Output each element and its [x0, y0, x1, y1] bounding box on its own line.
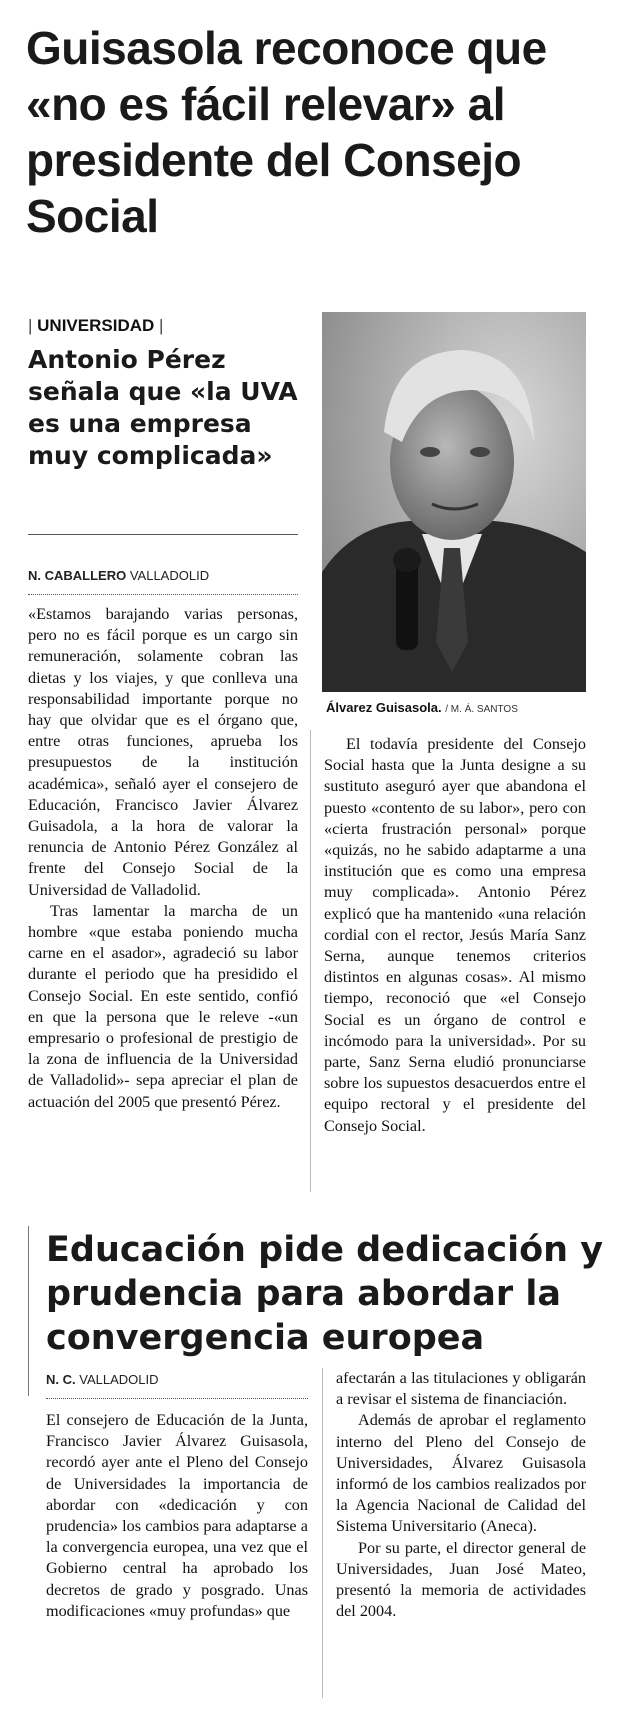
paragraph: Tras lamentar la marcha de un hombre «que estaba poniendo mucha carne en el asador», agradeció su labor durante el periodo que ha presidido el Consejo Social. En este sentido, confió en que la persona que le releve -«un empresario o profesional de prestigio de la zona de influencia de la Universidad de Valladolid»- sepa apreciar el plan de actuación del 2005 que presentó Pérez.: [28, 901, 298, 1111]
article-body-column-1: [28, 604, 298, 1113]
byline-author: N. CABALLERO: [28, 568, 127, 583]
divider: [28, 534, 298, 535]
paragraph: «Estamos barajando varias personas, pero no es fácil porque es un cargo sin remuneración, solamente cobran las dietas y los viajes, y que conlleva una responsabilidad importante porque no hay que olvidar que es el órgano que, entre otras funciones, aprueba los presupuestos de la institución académica», señaló ayer el consejero de Educación, Francisco Javier Álvarez Guisadola, a la hora de valorar la renuncia de Antonio Pérez González al frente del Consejo Social de la Universidad de Valladolid.: [28, 605, 298, 899]
article-headline: Educación pide dedicación y prudencia para abordar la convergencia europea: [46, 1230, 604, 1358]
article-subheadline: Antonio Pérez señala que «la UVA es una empresa muy complicada»: [28, 345, 298, 470]
article-body-column-2: [336, 1368, 586, 1622]
portrait-image: [322, 312, 586, 692]
byline-location: VALLADOLID: [129, 568, 210, 583]
article-body-column-1: [46, 1410, 308, 1622]
byline-author: N. C.: [46, 1372, 76, 1387]
byline-location: VALLADOLID: [79, 1372, 159, 1387]
divider: [28, 594, 298, 595]
photo-credit: / M. Á. SANTOS: [445, 704, 518, 715]
photo-alvarez-guisasola: [322, 312, 586, 692]
paragraph: Además de aprobar el reglamento interno del Pleno del Consejo de Universidades, Álvarez Guisasola informó de los cambios realizados por la Agencia Nacional de Calidad del Sistema Universitario (Aneca).: [336, 1411, 586, 1536]
headline-side-rule: [28, 1226, 29, 1396]
paragraph: afectarán a las titulaciones y obligarán a revisar el sistema de financiación.: [336, 1369, 586, 1409]
paragraph: El consejero de Educación de la Junta, Francisco Javier Álvarez Guisasola, recordó ayer ante el Pleno del Consejo de Universidades la importancia de abordar con «dedicación y con prudencia» los cambios para adaptarse a la convergencia europea, una vez que el Gobierno central ha aprobado los decretos de grado y posgrado. Unas modificaciones «muy profundas» que: [46, 1411, 308, 1620]
paragraph: Por su parte, el director general de Universidades, Juan José Mateo, presentó la memoria de actividades del 2004.: [336, 1538, 586, 1621]
column-divider: [310, 730, 311, 1192]
caption-text: Álvarez Guisasola.: [326, 700, 442, 715]
photo-caption: [326, 700, 586, 715]
divider: [46, 1398, 308, 1399]
article-body-column-2: [324, 734, 586, 1137]
paragraph: El todavía presidente del Consejo Social hasta que la Junta designe a su sustituto aseguró ayer que abandona el puesto «contento de su labor», pero con «cierta frustración personal» porque «quizás, no he sabido adaptarme a una institución que es como una empresa muy complicada». Antonio Pérez explicó que ha mantenido «una relación cordial con el rector, Jesús María Sanz Serna, aunque tenemos criterios distintos en algunas cosas». Al mismo tiempo, reconoció que «el Consejo Social es un órgano de control e incómodo para la universidad». Por su parte, Sanz Serna eludió pronunciarse sobre los supuestos desacuerdos entre el equipo rectoral y el presidente del Consejo Social.: [324, 735, 586, 1135]
column-divider: [322, 1368, 323, 1698]
section-tag: | UNIVERSIDAD |: [28, 316, 164, 335]
byline: [28, 568, 209, 583]
section-label: UNIVERSIDAD: [37, 316, 155, 335]
article-headline: Guisasola reconoce que «no es fácil relevar» al presidente del Consejo Social: [26, 22, 547, 242]
byline: [46, 1372, 159, 1387]
